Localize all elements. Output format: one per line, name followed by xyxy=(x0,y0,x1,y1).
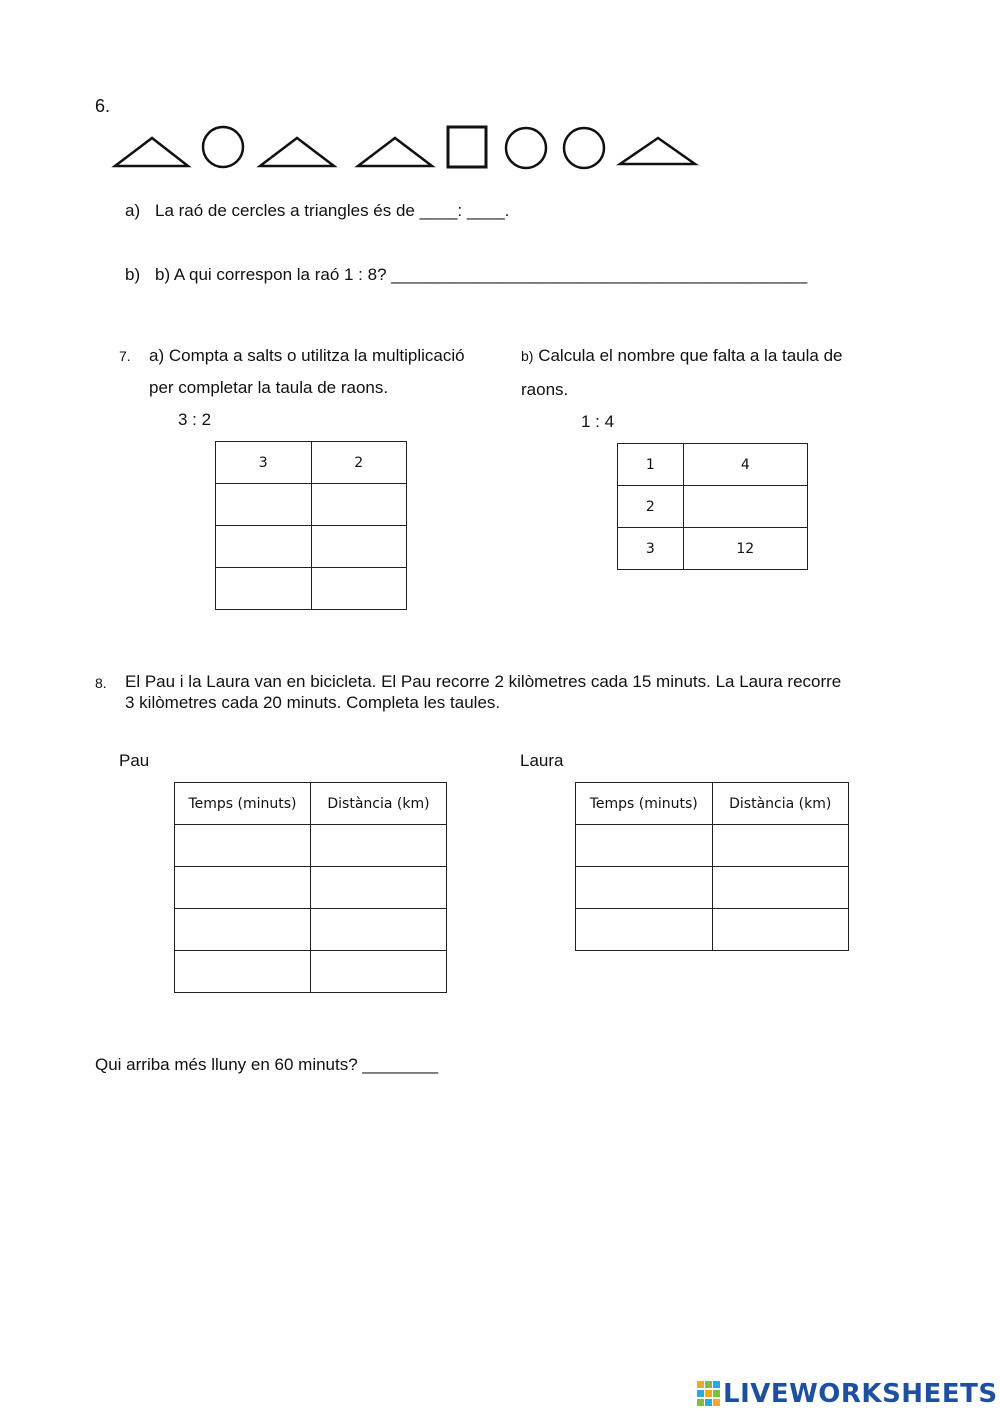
column-header: Temps (minuts) xyxy=(175,783,311,825)
table-header-row xyxy=(175,783,447,825)
table-cell: 2 xyxy=(311,442,407,484)
table-cell: 3 xyxy=(618,528,684,570)
table-row xyxy=(576,909,849,951)
final-question: Qui arriba més lluny en 60 minuts? ________ xyxy=(95,1055,439,1074)
table-cell[interactable] xyxy=(311,568,407,610)
question-6-number: 6. xyxy=(95,96,111,116)
column-header: Temps (minuts) xyxy=(576,783,713,825)
ratio-table-a xyxy=(215,441,407,610)
question-7b-prefix: b) xyxy=(521,348,534,364)
triangle-icon xyxy=(260,138,334,166)
table-row xyxy=(618,528,808,570)
question-8-line1: El Pau i la Laura van en bicicleta. El Pau recorre 2 kilòmetres cada 15 minuts. La Laura recorre xyxy=(125,672,842,691)
table-row xyxy=(175,825,447,867)
table-cell[interactable] xyxy=(683,486,807,528)
triangle-icon xyxy=(620,138,695,164)
table-cell[interactable] xyxy=(175,909,311,951)
question-7a-ratio: 3 : 2 xyxy=(178,410,212,429)
table-cell: 1 xyxy=(618,444,684,486)
table-cell[interactable] xyxy=(216,484,312,526)
table-cell[interactable] xyxy=(311,909,447,951)
logo-icon xyxy=(697,1381,721,1407)
table-cell: 2 xyxy=(618,486,684,528)
table-cell[interactable] xyxy=(576,909,713,951)
table-cell[interactable] xyxy=(712,825,849,867)
table-cell[interactable] xyxy=(576,867,713,909)
table-row xyxy=(618,486,808,528)
laura-label: Laura xyxy=(520,751,564,770)
table-cell[interactable] xyxy=(175,867,311,909)
table-row xyxy=(175,909,447,951)
laura-table xyxy=(575,782,849,951)
circle-icon xyxy=(203,127,243,167)
question-6b-label: b) xyxy=(125,265,141,284)
shape-sequence xyxy=(110,122,710,174)
liveworksheets-logo xyxy=(697,1378,997,1410)
table-cell: 3 xyxy=(216,442,312,484)
table-row xyxy=(175,867,447,909)
table-row xyxy=(618,444,808,486)
table-cell[interactable] xyxy=(576,825,713,867)
circle-icon xyxy=(506,128,546,168)
ratio-table-b xyxy=(617,443,808,570)
table-row xyxy=(216,526,407,568)
question-7b-ratio: 1 : 4 xyxy=(581,412,615,431)
question-7b-line1 xyxy=(521,346,843,366)
table-row xyxy=(216,442,407,484)
question-8-number: 8. xyxy=(95,675,107,691)
table-row xyxy=(576,867,849,909)
column-header: Distància (km) xyxy=(712,783,849,825)
pau-table xyxy=(174,782,447,993)
triangle-icon xyxy=(358,138,432,166)
column-header: Distància (km) xyxy=(311,783,447,825)
table-cell[interactable] xyxy=(311,951,447,993)
triangle-icon xyxy=(115,138,188,166)
table-cell: 4 xyxy=(683,444,807,486)
question-7b-text: Calcula el nombre que falta a la taula de xyxy=(538,346,843,365)
table-cell[interactable] xyxy=(216,526,312,568)
question-6a-text: La raó de cercles a triangles és de ____: ____. xyxy=(155,201,510,220)
question-6b-text: b) A qui correspon la raó 1 : 8? ____________________________________________ xyxy=(155,265,808,284)
circle-icon xyxy=(564,128,604,168)
table-cell[interactable] xyxy=(311,526,407,568)
table-row xyxy=(175,951,447,993)
table-cell[interactable] xyxy=(216,568,312,610)
table-cell[interactable] xyxy=(311,825,447,867)
table-cell[interactable] xyxy=(175,825,311,867)
question-7b-line2: raons. xyxy=(521,380,569,399)
question-7a-line1: a) Compta a salts o utilitza la multiplicació xyxy=(149,346,465,365)
table-cell[interactable] xyxy=(712,909,849,951)
table-cell[interactable] xyxy=(175,951,311,993)
question-8-line2: 3 kilòmetres cada 20 minuts. Completa les taules. xyxy=(125,693,501,712)
question-6a-label: a) xyxy=(125,201,141,220)
question-7a-line2: per completar la taula de raons. xyxy=(149,378,389,397)
table-row xyxy=(576,825,849,867)
table-cell: 12 xyxy=(683,528,807,570)
table-cell[interactable] xyxy=(712,867,849,909)
question-7-number: 7. xyxy=(119,348,131,364)
logo-text: LIVEWORKSHEETS xyxy=(723,1379,998,1409)
pau-label: Pau xyxy=(119,751,150,770)
table-row xyxy=(216,568,407,610)
square-icon xyxy=(448,127,486,167)
table-row xyxy=(216,484,407,526)
table-header-row xyxy=(576,783,849,825)
table-cell[interactable] xyxy=(311,867,447,909)
table-cell[interactable] xyxy=(311,484,407,526)
